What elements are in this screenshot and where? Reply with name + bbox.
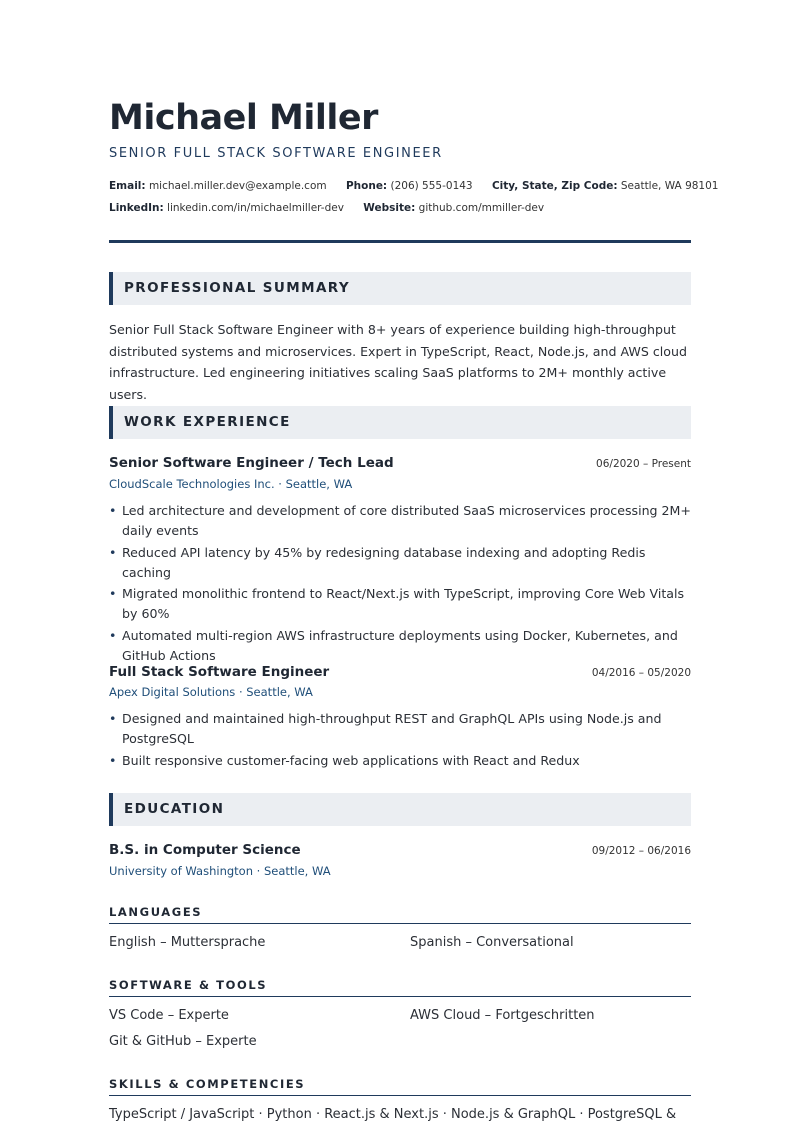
subsection-title: SKILLS & COMPETENCIES [109,1077,306,1091]
job-organization: Apex Digital Solutions · Seattle, WA [109,685,313,699]
job-title: SENIOR FULL STACK SOFTWARE ENGINEER [109,146,443,161]
contact-row-2 [109,202,560,214]
school: University of Washington · Seattle, WA [109,864,331,878]
skills-text: TypeScript / JavaScript · Python · React.js & Next.js · Node.js & GraphQL · PostgreSQL & [109,1107,677,1122]
website-value: github.com/mmiller-dev [418,202,545,214]
job-role: Full Stack Software Engineer [109,664,330,680]
list-item: • Reduced API latency by 45% by redesigning database indexing and adopting Redis caching [109,543,691,583]
list-item: • Automated multi-region AWS infrastructure deployments using Docker, Kubernetes, and GitHub Actions [109,626,691,666]
job-bullets [109,709,691,772]
tool-item: VS Code – Experte [109,1008,229,1023]
location-value: Seattle, WA 98101 [620,180,719,192]
job-role: Senior Software Engineer / Tech Lead [109,455,394,471]
tool-item: AWS Cloud – Fortgeschritten [410,1008,595,1023]
section-title: EDUCATION [124,801,225,817]
tool-item: Git & GitHub – Experte [109,1034,257,1049]
language-item: Spanish – Conversational [410,935,574,950]
website-label: Website: [363,202,416,214]
phone-value: (206) 555-0143 [390,180,473,192]
summary-text [109,319,691,405]
linkedin-value: linkedin.com/in/michaelmiller-dev [167,202,344,214]
subsection-skills [109,1075,691,1096]
section-title: WORK EXPERIENCE [124,414,291,430]
job-dates: 04/2016 – 05/2020 [591,667,691,679]
candidate-name: Michael Miller [109,98,378,138]
section-title: PROFESSIONAL SUMMARY [124,280,351,296]
list-item: • Migrated monolithic frontend to React/Next.js with TypeScript, improving Core Web Vitals by 60% [109,584,691,624]
list-item: • Designed and maintained high-throughput REST and GraphQL APIs using Node.js and PostgreSQL [109,709,691,749]
subsection-languages [109,903,691,924]
summary-line: distributed systems and microservices. Expert in TypeScript, React, Node.js, and AWS cloud [109,343,687,359]
summary-line: infrastructure. Led engineering initiatives scaling SaaS platforms to 2M+ monthly active users. [109,365,667,402]
list-item: • Led architecture and development of core distributed SaaS microservices processing 2M+ daily events [109,501,691,541]
email-label: Email: [109,180,146,192]
linkedin-label: LinkedIn: [109,202,164,214]
subsection-title: LANGUAGES [109,905,203,919]
education-dates: 09/2012 – 06/2016 [591,845,691,857]
email-value: michael.miller.dev@example.com [148,180,327,192]
section-header-education [109,793,691,826]
subsection-title: SOFTWARE & TOOLS [109,978,268,992]
list-item: • Built responsive customer-facing web applications with React and Redux [109,751,691,771]
section-header-experience [109,406,691,439]
location-label: City, State, Zip Code: [491,180,618,192]
header-divider [109,240,691,243]
job-organization: CloudScale Technologies Inc. · Seattle, WA [109,477,353,491]
degree: B.S. in Computer Science [109,842,301,858]
subsection-tools [109,976,691,997]
contact-row-1 [109,180,734,192]
summary-line: Senior Full Stack Software Engineer with 8+ years of experience building high-throughput [109,322,676,337]
job-bullets [109,501,691,667]
phone-label: Phone: [345,180,388,192]
job-dates: 06/2020 – Present [596,458,691,470]
section-header-summary [109,272,691,305]
language-item: English – Muttersprache [109,935,266,950]
